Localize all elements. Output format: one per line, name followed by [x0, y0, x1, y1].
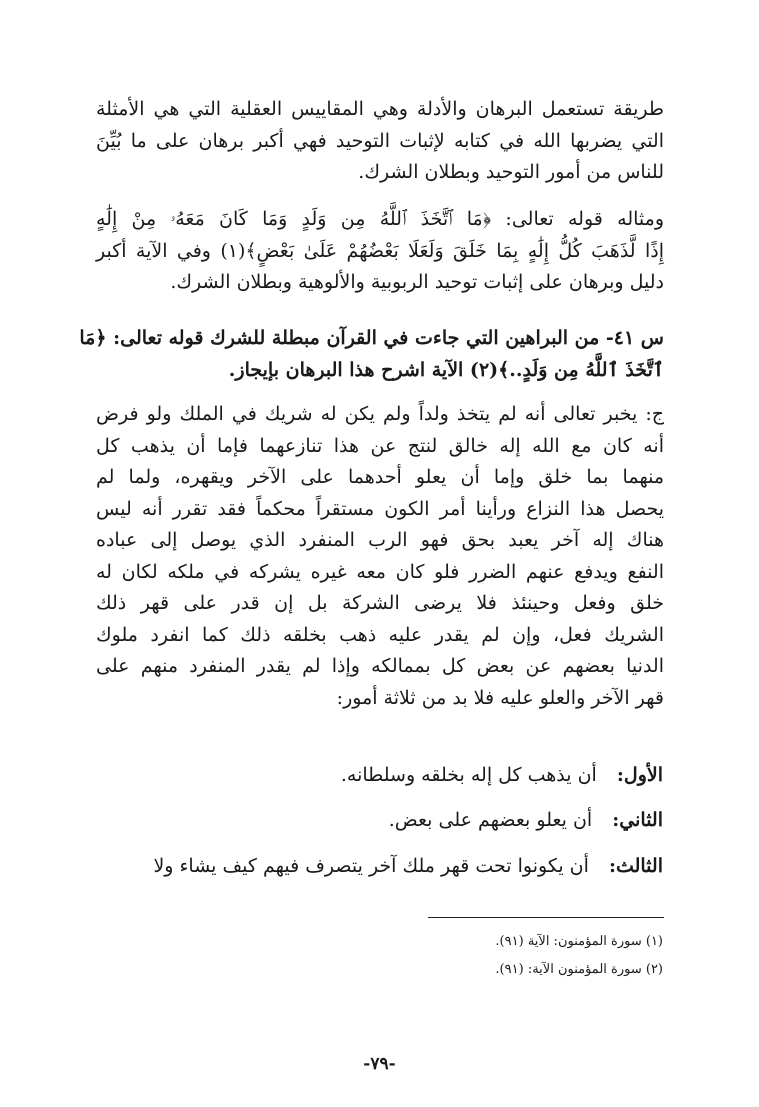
text-line: طريقة تستعمل البرهان والأدلة وهي المقاييس العقلية التي هي الأمثلة	[96, 98, 664, 120]
footnote-divider	[428, 917, 664, 918]
footnote-2: (٢) سورة المؤمنون الآية: (٩١).	[495, 962, 663, 977]
text-line: للناس من أمور التوحيد وبطلان الشرك.	[358, 161, 664, 183]
text-line: يحصل هذا النزاع ورأينا أمر الكون مستقراً محكماً فقد تقرر أنه ليس	[96, 497, 664, 520]
item-text: أن يكونوا تحت قهر ملك آخر يتصرف فيهم كيف يشاء ولا	[153, 855, 589, 877]
item-text: أن يعلو بعضهم على بعض.	[388, 809, 593, 831]
text-line: الشريك فعل، وإن لم يقدر عليه ذهب بخلقه ذلك كما انفرد ملوك	[96, 623, 664, 646]
text-line: أنه كان مع الله إله خالق لنتج عن هذا تنازعهما فإما أن يذهب كل	[96, 434, 664, 457]
text-line: النفع ويدفع عنهم الضرر فلو كان معه غيره يشركه في ملكه لكان له	[96, 560, 664, 583]
list-item-third	[95, 851, 663, 883]
text-line: خلق وفعل وحينئذ فلا يرضى الشركة بل إن قدر على قهر ذلك	[96, 592, 664, 614]
item-text: أن يذهب كل إله بخلقه وسلطانه.	[340, 764, 597, 786]
text-line: التي يضربها الله في كتابه لإثبات التوحيد فهي أكبر برهان على ما بُيِّنَ	[96, 129, 664, 152]
question-line: س ٤١- من البراهين التي جاءت في القرآن مبطلة للشرك قوله تعالى: ﴿مَا	[79, 327, 664, 349]
example-paragraph	[96, 204, 664, 299]
text-line: ومثاله قوله تعالى: ﴿مَا ٱتَّخَذَ ٱللَّهُ مِن وَلَدٍ وَمَا كَانَ مَعَهُۥ مِنْ إِلَٰهٍ	[96, 208, 664, 230]
intro-paragraph	[96, 94, 664, 189]
text-line: قهر الآخر والعلو عليه فلا بد من ثلاثة أمور:	[336, 686, 664, 709]
text-line: ج: يخبر تعالى أنه لم يتخذ ولداً ولم يكن له شريك في الملك ولو فرض	[96, 403, 664, 425]
list-item-second	[95, 805, 663, 837]
footnote-1: (١) سورة المؤمنون: الآية (٩١).	[495, 934, 663, 949]
list-item-first	[95, 760, 663, 792]
item-label: الثاني:	[612, 809, 663, 831]
question-41	[79, 323, 664, 386]
answer-paragraph	[96, 399, 664, 714]
item-label: الثالث:	[608, 855, 663, 877]
page-number: -٧٩-	[363, 1054, 396, 1074]
text-line: إِذًا لَّذَهَبَ كُلُّ إِلَٰهٍ بِمَا خَلَقَ وَلَعَلَا بَعْضُهُمْ عَلَىٰ بَعْضٍ﴾(١) وفي الآية أكبر	[96, 239, 664, 262]
text-line: هناك إله آخر يعبد بحق فهو الرب المنفرد الذي يوصل إلى عباده	[96, 529, 664, 551]
text-line: دليل وبرهان على إثبات توحيد الربوبية والألوهية وبطلان الشرك.	[170, 271, 664, 293]
text-line: منهما بما خلق وإما أن يعلو أحدهما على الآخر ويقهره، ولما لم	[96, 466, 664, 488]
text-line: الدنيا بعضهم عن بعض كل بممالكه وإذا لم يقدر المنفرد منهم على	[96, 655, 664, 677]
question-line: ٱتَّخَذَ ٱللَّهُ مِن وَلَدٍ..﴾(٢) الآية اشرح هذا البرهان بإيجاز.	[228, 358, 664, 381]
item-label: الأول:	[616, 764, 663, 786]
